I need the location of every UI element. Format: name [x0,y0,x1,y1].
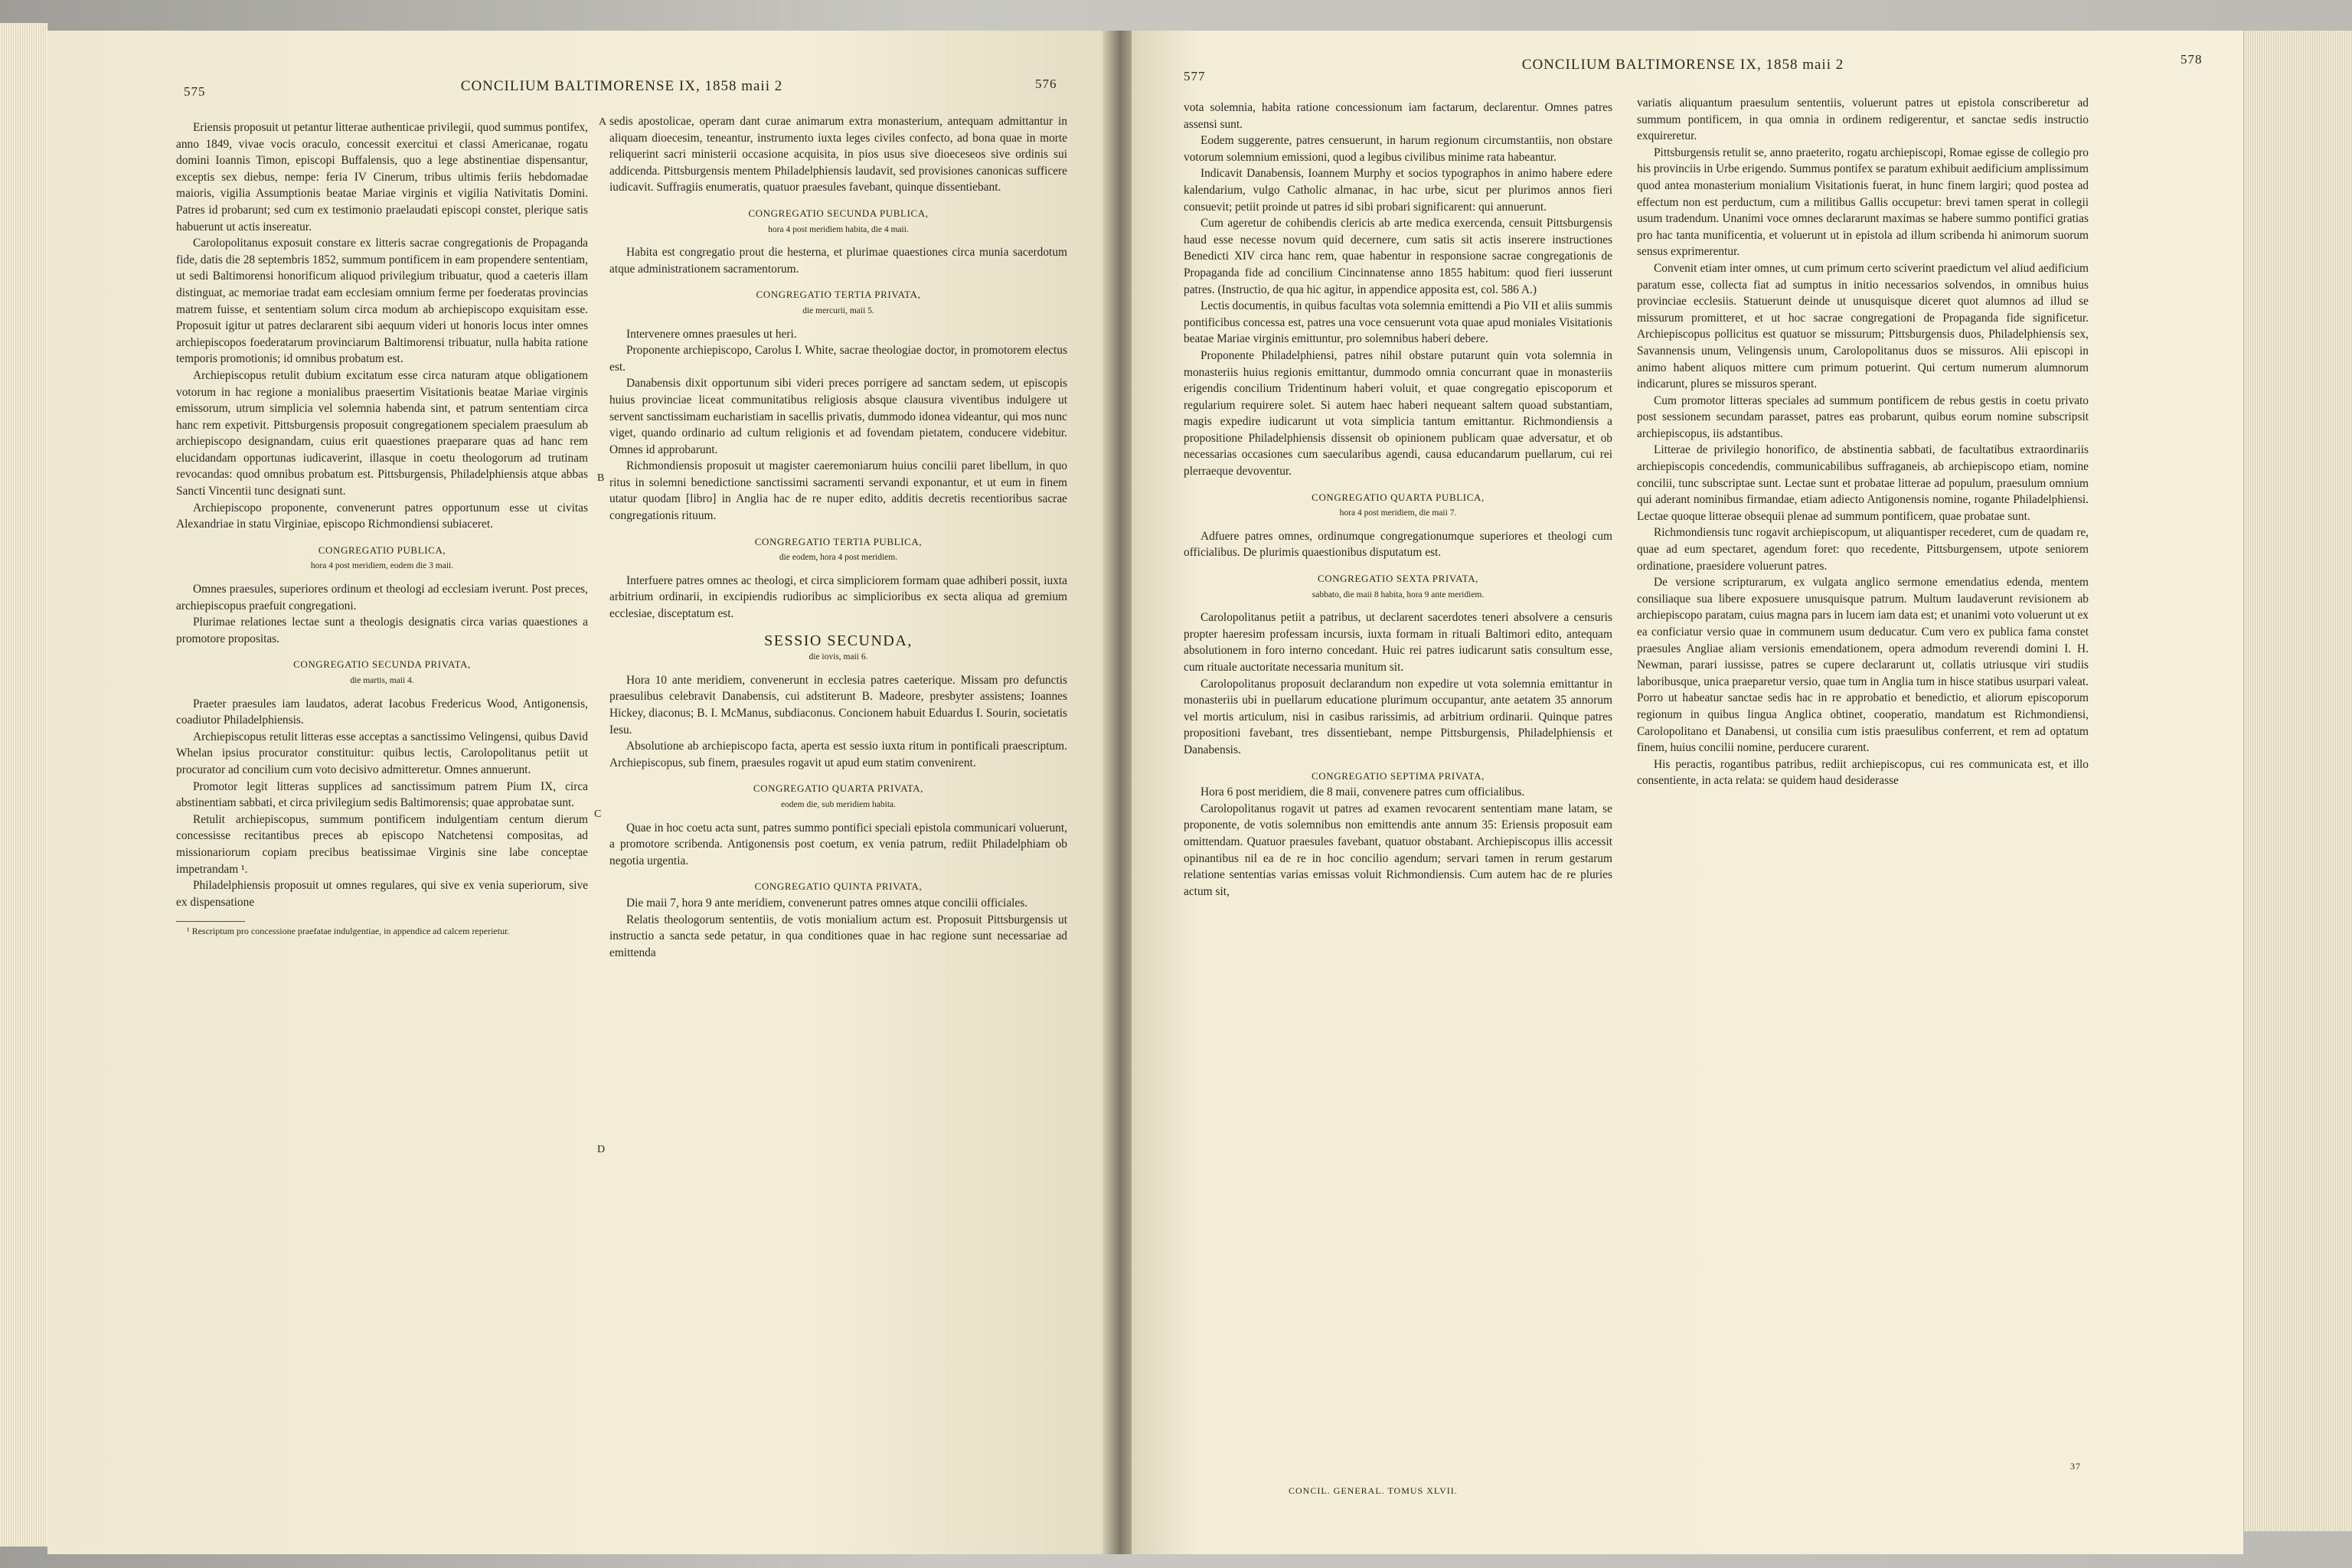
paragraph: Eriensis proposuit ut petantur litterae authenticae privilegii, quod summus pontifex, anno 1849, vivae vocis oraculo, concessit exercitui et classi Americanae, rogatu domini Ioannis Timon, episcopi Buffalensis, quo a lege abstinentiae dispensantur, exceptis sex diebus, nempe: feria IV Cinerum, tribus ultimis feriis hebdomadae maioris, vigilia Assumptionis beatae Mariae virginis et vigilia Nativitatis Domini. Patres id probarunt; sed cum ex testimonio praelaudati episcopi constet, plerique satis habuerunt ut actis insereatur. [176,121,588,234]
paragraph: variatis aliquantum praesulum sententiis, voluerunt patres ut epistola conscriberetur ad summum pontificem, in qua omnia in ordinem redigerentur, et sanctae sedis instructio exquireretur. [1637,96,2089,143]
session-title: SESSIO SECUNDA, [764,632,913,649]
section-heading: CONGREGATIO QUINTA PRIVATA, [754,880,923,893]
left-column-a [176,119,588,937]
paragraph: Convenit etiam inter omnes, ut cum primum certo sciverint praedictum vel aliud aedificium paratum esse, collecta fiat ad sumptus in initio necessarios solvendos, in omnibus huius provinciae ecclesiis. Statuerunt deinde ut unusquisque diceret quot alumnos ad illud se missurum promitteret, et ut hoc sacrae congregationi de Propaganda fide significetur. Archiepiscopus pollicitus est quatuor se missurum; Pittsburgensis duos, Philadelphiensis sex, Savannensis unum, Velingensis unum, Carolopolitanus duos se missuros. Alii episcopi in animo habent aliquos mittere cum primum potuerint. Qui certum numerum alumnorum indicarunt, plures se missuros sperant. [1637,261,2089,391]
section-subheading: die martis, maii 4. [350,676,414,685]
paragraph: Carolopolitanus rogavit ut patres ad examen revocarent sententiam mane latam, se proponente, de votis solemnibus non emittendis ante annum 35: Eriensis proposuit eam omittendam. Quatuor praesules favebant, quatuor obstabant. Archiepiscopus illis accessit opinantibus nil ea de re in hoc concilio agendum; servari tamen in rerum gestarum relatione sententias varias emissas voluit Richmondiensis. Cum autem hac de re pluries actum sit, [1184,802,1612,898]
paragraph: Archiepiscopus retulit dubium excitatum esse circa naturam atque obligationem votorum in hac regione a monialibus praesertim Visitationis beatae Mariae virginis emissorum, utrum simplicia vel solemnia habenda sint, et patrum sententiam circa hanc rem expetivit. Pittsburgensis proposuit congregationem specialem praesulum ab archiepiscopo designandam, cuius erit quaestiones praeparare quas ad hanc rem elucidandam opportunas iudicaverint, illasque in coetu theologorum ad trutinam revocandas: quod omnibus probatum est. Pittsburgensis, Philadelphiensis atque abbas Sancti Vincentii tunc designati sunt. [176,368,588,498]
left-running-head [262,78,982,95]
page-number: 578 [2180,52,2203,67]
section-heading: CONGREGATIO SEXTA PRIVATA, [1317,573,1479,585]
paragraph: Carolopolitanus exposuit constare ex litteris sacrae congregationis de Propaganda fide, datis die 28 septembris 1852, summum pontificem in eam propendere sententiam, ut sedi Baltimorensi honorificum aliquod privilegium tribuatur, quod a caeteris illam distinguat, ac memoriae tradat eam ecclesiam omnium ferme per foederatas provincias matrem fuisse, et sententiam solum circa modum ab archiepiscopo exquisitam esse. Proposuit igitur ut patres declararent sibi aequum videri ut honoris locus inter omnes archiepiscopos foederatarum provinciarum Baltimorensi tribuatur, nulla habita ratione temporis promotionis; id omnibus probatum est. [176,237,588,366]
paragraph: Philadelphiensis proposuit ut omnes regulares, qui sive ex venia superiorum, sive ex dispensatione [176,879,588,909]
signature-line: CONCIL. GENERAL. TOMUS XLVII. [1289,1485,1458,1496]
left-page-stack [0,23,48,1547]
right-running-head [1392,57,1974,74]
margin-letter: C [594,808,602,820]
right-column-b [1637,95,2089,789]
paragraph: Quae in hoc coetu acta sunt, patres summo pontifici speciali epistola communicari voluerunt, a promotore scribenda. Antigonensis post coetum, ex venia patrum, rediit Philadelphiam ob negotia urgentia. [609,821,1067,867]
paragraph: Pittsburgensis retulit se, anno praeterito, rogatu archiepiscopi, Romae egisse de collegio pro his provinciis in Urbe erigendo. Summus pontifex se paratum exhibuit aedificium amplissimum quod antea monasterium monialium Visitationis fuerat, in hunc finem largiri; quod postea ad effectum non est perductum, cum a militibus Gallis occupetur: brevi tamen sperat in collegii usum tradendum. Unanimi voce omnes declararunt maximas se habere summo pontifici gratias pro hac tanta munificentia, et voluerunt ut in epistola ad illum scribenda hi animorum suorum sensus exprimerentur. [1637,145,2089,259]
section-subheading: die mercurii, maii 5. [802,305,874,315]
margin-letter: B [597,472,605,484]
paragraph: Retulit archiepiscopus, summum pontificem indulgentiam centum dierum concessisse recitantibus preces ab episcopo Natchetensi compositas, ad missionariorum copiam precibus beatissimae Virginis sine labe conceptae impetrandam ¹. [176,812,588,876]
section-subheading: hora 4 post meridiem habita, die 4 maii. [768,224,909,234]
paragraph: Richmondiensis proposuit ut magister caeremoniarum huius concilii paret libellum, in quo ritus in solemni benedictione sanctissimi sacramenti servandi exponantur, et ut eum in finem utatur quodam [libro] in Anglia hac de re nuper edito, additis decretis recentioribus sacrae congregationis rituum. [609,459,1067,523]
page-number: 576 [1035,77,1057,91]
paragraph: Adfuere patres omnes, ordinumque congregationumque superiores et theologi cum officialibus. De plurimis quaestionibus disputatum est. [1184,529,1612,560]
paragraph: Die maii 7, hora 9 ante meridiem, convenerunt patres omnes atque concilii officiales. [626,896,1028,910]
section-subheading: eodem die, sub meridiem habita. [780,799,897,809]
right-page-number-b [2180,52,2203,67]
paragraph: Danabensis dixit opportunum sibi videri preces porrigere ad sanctam sedem, ut episcopis huius provinciae liceat communitatibus religiosis absque clausura viventibus indulgere ut servent sanctissimam eucharistiam in sacellis privatis, dummodo idonea videantur, qui mos nunc viget, quando ordinario ad cultum religionis et ad fovendam pietatem, conducere videbitur. Omnes id approbarunt. [609,377,1067,456]
paragraph: Hora 10 ante meridiem, convenerunt in ecclesia patres caeterique. Missam pro defunctis praesulibus celebravit Danabensis, cui adstiterunt B. Madeore, presbyter assistens; Ioannes Hickey, diaconus; B. I. McManus, subdiaconus. Concionem habuit Eduardus I. Sourin, societatis Iesu. [609,673,1067,737]
paragraph: Intervenere omnes praesules ut heri. [626,327,797,341]
paragraph: Eodem suggerente, patres censuerunt, in harum regionum circumstantiis, non obstare votorum solemnium emissioni, quod a legibus civilibus minime rata habeantur. [1184,134,1612,164]
margin-letter: D [597,1144,606,1155]
paragraph: Praeter praesules iam laudatos, aderat Iacobus Fredericus Wood, Antigonensis, coadiutor Philadelphiensis. [176,697,588,727]
right-page-title: CONCILIUM BALTIMORENSE IX, 1858 maii 2 [1521,57,1844,73]
section-subheading: sabbato, die maii 8 habita, hora 9 ante meridiem. [1312,590,1485,599]
paragraph: His peractis, rogantibus patribus, rediit archiepiscopus, cui res communicata est, et illo consentiente, in acta relata: se quidem haud desiderasse [1637,757,2089,788]
paragraph: Absolutione ab archiepiscopo facta, aperta est sessio iuxta ritum in pontificali praescriptum. Archiepiscopus, sub finem, praesules rogavit ut apud eum statim convenirent. [609,740,1067,769]
section-subheading: hora 4 post meridiem, eodem die 3 maii. [310,561,454,571]
footnote-rule [176,921,245,922]
paragraph: Proponente archiepiscopo, Carolus I. White, sacrae theologiae doctor, in promotorem electus est. [609,344,1067,374]
right-page-stack [2243,31,2352,1531]
section-heading: CONGREGATIO SECUNDA PRIVATA, [293,658,471,671]
paragraph: Archiepiscopus retulit litteras esse acceptas a sanctissimo Velingensi, quibus David Whelan ipsius procurator constituitur: quibus lectis, Carolopolitanus petiit ut procurator ad concilium cum voto decisivo admitteretur. Omnes annuerunt. [176,730,588,776]
page-number: 577 [1184,69,1206,83]
page-number: 575 [184,84,206,99]
section-heading: CONGREGATIO TERTIA PRIVATA, [756,289,921,301]
paragraph: vota solemnia, habita ratione concessionum iam factarum, declarentur. Omnes patres assensi sunt. [1184,101,1612,131]
section-heading: CONGREGATIO QUARTA PUBLICA, [1312,491,1485,503]
section-heading: CONGREGATIO PUBLICA, [318,544,446,556]
footnote: ¹ Rescriptum pro concessione praefatae indulgentiae, in appendice ad calcem reperietur. [187,926,510,937]
paragraph: Omnes praesules, superiores ordinum et theologi ad ecclesiam iverunt. Post preces, archiepiscopus praefuit congregationi. [176,583,588,612]
paragraph: Archiepiscopo proponente, convenerunt patres opportunum esse ut civitas Alexandriae in statu Virginiae, episcopo Richmondiensi subiaceret. [176,501,588,531]
paragraph: Cum promotor litteras speciales ad summum pontificem de rebus gestis in coetu privato post sessionem secundam parasset, patres eas probarunt, quibus eorum nomine subscripsit archiepiscopus, iis adstantibus. [1637,394,2089,440]
paragraph: Carolopolitanus proposuit declarandum non expedire ut vota solemnia emittantur in monasteriis ubi in puellarum educatione plurimum occupantur, ante aetatem 35 annorum vel mortis articulum, nisi in casibus rarissimis, ad arbitrium ordinarii. Quinque patres propositioni favebant, tres dissentiebant, nempe Pittsburgensis, Philadelphiensis et Danabensis. [1184,677,1612,756]
section-heading: CONGREGATIO QUARTA PRIVATA, [753,782,924,795]
section-heading: CONGREGATIO SEPTIMA PRIVATA, [1311,769,1485,782]
paragraph: Cum ageretur de cohibendis clericis ab arte medica exercenda, censuit Pittsburgensis haud esse necesse novum quid decernere, cum satis sit actis inserere instructiones Benedicti XIV circa hanc rem, quae habentur in responsione sacrae congregationis de Propaganda fide ad concilium Cincinnatense anno 1855 habitum: quod fieri iusserunt patres. (Instructio, de qua hic agitur, in appendice apposita est, col. 586 A.) [1184,217,1612,296]
paragraph: Indicavit Danabensis, Ioannem Murphy et socios typographos in animo habere edere kalendarium, vulgo Catholic almanac, in hac urbe, sicut per plurimos annos fieri consuevit; petiit proinde ut patres id sibi probari significarent: qui annuerunt. [1184,167,1612,214]
section-subheading: die iovis, maii 6. [808,652,868,662]
paragraph: Plurimae relationes lectae sunt a theologis designatis circa varias quaestiones a promotore propositas. [176,616,588,645]
paragraph: Hora 6 post meridiem, die 8 maii, convenere patres cum officialibus. [1200,786,1525,799]
right-page [1132,31,2243,1554]
left-page-number-b [1035,77,1057,92]
section-subheading: die eodem, hora 4 post meridiem. [779,553,898,563]
left-page [47,31,1110,1554]
left-page-title: CONCILIUM BALTIMORENSE IX, 1858 maii 2 [460,78,783,94]
section-heading: CONGREGATIO SECUNDA PUBLICA, [748,207,929,219]
section-heading: CONGREGATIO TERTIA PUBLICA, [754,535,923,547]
sheet-number: 37 [2070,1461,2081,1472]
section-subheading: hora 4 post meridiem, die maii 7. [1339,508,1457,518]
paragraph: Lectis documentis, in quibus facultas vota solemnia emittendi a Pio VII et aliis summis pontificibus concessa est, patres una voce censuerunt vota quae apud moniales Visitationis beatae Mariae virginis emittuntur, pro solemnibus haberi debere. [1184,299,1612,346]
right-column-a [1184,100,1612,900]
paragraph: Litterae de privilegio honorifico, de abstinentia sabbati, de facultatibus extraordinariis archiepiscopis concedendis, communicabilibus suffraganeis, ab archiepiscopo etiam, nomine concilii, tunc subscriptae sunt. Lectae sunt et probatae litterae ad populum, praesulum omnium qui aderant nominibus firmandae, etiam adiecto Antigonensis nomine, rogante Philadelphiensi. Lectae quoque litterae obsequii plenae ad summum pontificem, quae probatae sunt. [1637,443,2089,523]
left-column-b [609,113,1067,961]
paragraph: De versione scripturarum, ex vulgata anglico sermone emendatius edenda, mentem consiliaque sua libere exposuere unusquisque patrum. Multum laudaverunt revisionem ab archiepiscopo paratam, cuius magna pars in lucem iam data est; et unanimi voto voluerunt ut ex ea conficiatur versio quae in communem usum deducatur. Cum vero ex publica fama constet praesules Angliae aliam versionis emendationem, opera admodum reverendi domini I. H. Newman, parari iussisse, patres se cupere declararunt ut, collatis utriusque viri studiis laboribusque, unica praeparetur versio, quae tum in Anglia tum in hisce statibus usurpari valeat. Porro ut habeatur sanctae sedis hac in re approbatio et benedictio, et aliorum episcoporum regionum in quibus lingua Anglica obtinet, cooperatio, mandatum est Richmondiensi, Carolopolitano et Danabensi, ut consilia cum istis praesulibus conferrent, et rem ad optatum finem, huius concilii nomine, perducere curarent. [1637,576,2089,755]
paragraph: Proponente Philadelphiensi, patres nihil obstare putarunt quin vota solemnia in monasteriis huius regionis emittantur, dummodo omnia concurrant quae in monasteriis erigendis concilium Tridentinum haberi voluit, et quae congregatio episcoporum et regularium requirere solet. Si autem haec haberi nequeant saltem quoad substantiam, magis expedire iudicarunt ut vota simplicia tantum emittantur. Richmondiensis a propositione Philadelphiensis dissensit ob opinionem publicam quae adversatur, et ob necessarias occasiones cum saecularibus agendi, causa educandarum puellarum, cui rei plerraeque devoventur. [1184,348,1612,479]
paragraph: Habita est congregatio prout die hesterna, et plurimae quaestiones circa munia sacerdotum atque administrationem sacramentorum. [609,246,1067,276]
paragraph: Relatis theologorum sententiis, de votis monialium actum est. Proposuit Pittsburgensis ut instructio a sancta sede petatur, in qua conditiones quae in hac regione sunt necessariae ad emittenda [609,913,1067,959]
paragraph: Promotor legit litteras supplices ad sanctissimum patrem Pium IX, circa abstinentiam sabbati, et circa privilegium sedis Baltimorensis; quae approbatae sunt. [176,779,588,810]
left-page-number-a [184,84,206,100]
margin-letter: A [599,116,607,128]
paragraph: Carolopolitanus petiit a patribus, ut declarent sacerdotes teneri absolvere a censuris propter haeresim professam incursis, iuxta formam in rituali Baltimori edito, antequam absolutionem in foro interno concedant. Huic rei patres iudicarunt satis consultum esse, cum rituale auctoritate necessaria munitum sit. [1184,611,1612,674]
paragraph: Richmondiensis tunc rogavit archiepiscopum, ut aliquantisper recederet, cum de quadam re, quae ad eum spectaret, agendum foret: quo recedente, Pittsburgensem, utpote seniorem ordinatione, praesidere voluerunt patres. [1637,526,2089,573]
right-page-number-a [1184,69,1206,84]
paragraph: Interfuere patres omnes ac theologi, et circa simpliciorem formam quae adhiberi possit, iuxta arbitrium ordinarii, in excipiendis rudioribus ac simplicioribus ex secta aliqua ad gremium ecclesiae, disceptatum est. [609,573,1067,621]
paragraph: sedis apostolicae, operam dant curae animarum extra monasterium, antequam admittantur in aliquam dioecesim, teneantur, instrumento iuxta leges civiles confecto, ad bona quae in morte reliquerint sacri ministerii occasione acquisita, in pios usus sive dioeceseos sive ordinis sui addicenda. Pittsburgensis mentem Philadelphiensis laudavit, sed provisiones canonicas sufficere iudicavit. Suffragiis enumeratis, quatuor praesules favebant, quinque dissentiebant. [609,115,1067,194]
